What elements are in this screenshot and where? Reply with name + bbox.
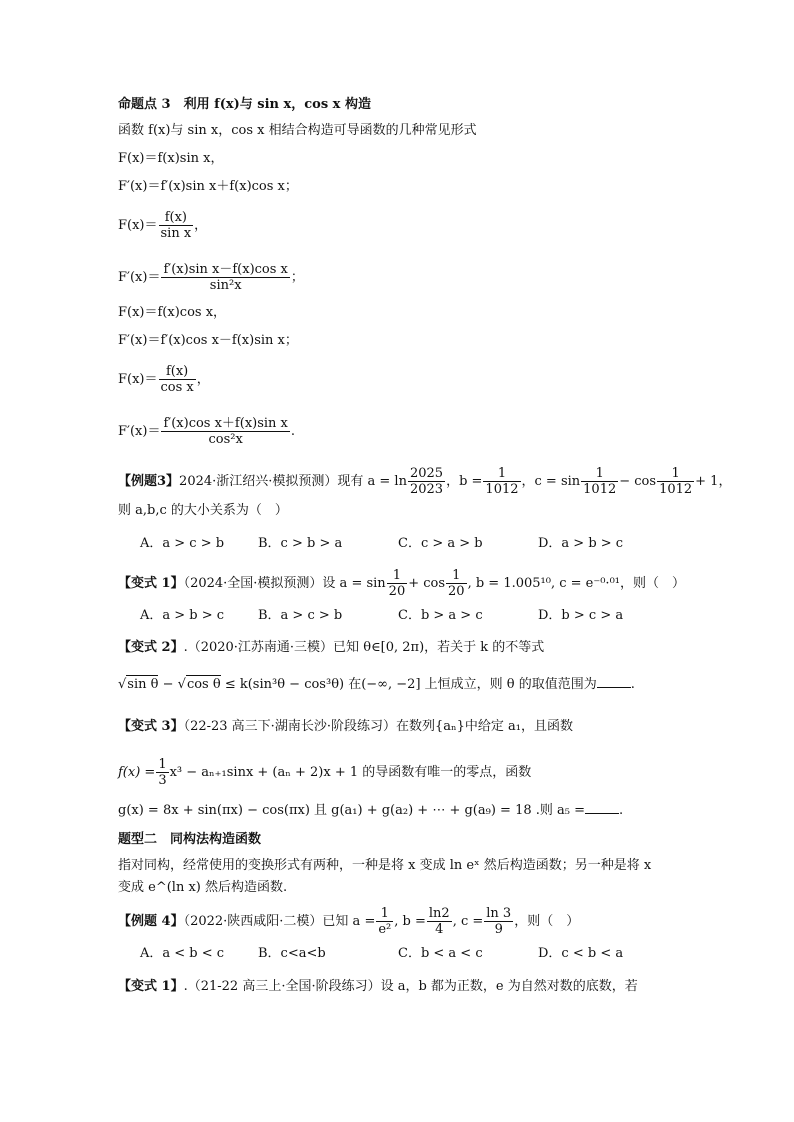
ex3-option-d[interactable]: D．a > b > c bbox=[538, 536, 624, 551]
formula-F3: F(x)＝f(x)cos x， bbox=[118, 305, 227, 320]
v1-option-b[interactable]: B．a > c > b bbox=[258, 608, 343, 623]
ex4-option-c[interactable]: C．b < a < c bbox=[398, 946, 483, 961]
formula-F4: F(x)＝ $\frac{f(x)}{\text{cos x}}$ ， bbox=[118, 364, 210, 395]
v1-option-d[interactable]: D．b > c > a bbox=[538, 608, 624, 623]
section-2-para-1: 指对同构，经常使用的变换形式有两种，一种是将 x 变成 ln eˣ 然后构造函数；另一种是将 x bbox=[118, 858, 652, 873]
variant-3-function-g: g(x) = 8x + sin(πx) − cos(πx) 且 g(a₁) + g(a₂) + ⋯ + g(a₉) = 18 .则 a₅ = . bbox=[118, 803, 624, 818]
ex3-option-c[interactable]: C．c > a > b bbox=[398, 536, 483, 551]
formula-dF4: F′(x)＝ $\frac{\text{f′(x)cos x＋f(x)sin x}}{\text{cos²x}}$ . bbox=[118, 416, 296, 447]
example-3-question: 则 a,b,c 的大小关系为（ ） bbox=[118, 503, 288, 518]
section-2-para-2: 变成 e^(ln x) 然后构造函数. bbox=[118, 880, 288, 895]
answer-blank[interactable] bbox=[597, 675, 631, 688]
ex4-option-a[interactable]: A．a < b < c bbox=[140, 946, 225, 961]
formula-dF3: F′(x)＝f′(x)cos x－f(x)sin x； bbox=[118, 333, 298, 348]
variant-2: 【变式 2】.（2020·江苏南通·三模）已知 θ∈[0, 2π)，若关于 k 的不等式 bbox=[118, 640, 545, 655]
ex4-option-d[interactable]: D．c < b < a bbox=[538, 946, 624, 961]
formula-F2: F(x)＝ $\frac{f(x)}{\text{sin x}}$ ， bbox=[118, 210, 208, 241]
example-3: 【例题3】2024·浙江绍兴·模拟预测）现有 a = ln $\frac{2025}{2023}$ ，b = $\frac{1}{1012}$ ，c = sin $\frac{1}{1012}$ − cos $\frac{1}{1012}$ + 1， bbox=[118, 466, 732, 497]
section-2-title: 题型二 同构法构造函数 bbox=[118, 832, 262, 847]
variant-1-section-2: 【变式 1】.（21-22 高三上·全国·阶段练习）设 a，b 都为正数，e 为自然对数的底数，若 bbox=[118, 979, 638, 994]
example-4: 【例题 4】（2022·陕西咸阳·二模）已知 a = $\frac{1}{\text{e²}}$ , b = $\frac{\ln 2}{4}$ , c = $\frac{\ln 3}{9}$ ，则（ ） bbox=[118, 906, 580, 937]
ex3-option-b[interactable]: B．c > b > a bbox=[258, 536, 343, 551]
ex4-option-b[interactable]: B．c<a<b bbox=[258, 946, 326, 961]
answer-blank[interactable] bbox=[585, 801, 619, 814]
formula-F1: F(x)＝f(x)sin x， bbox=[118, 151, 224, 166]
variant-3: 【变式 3】（22-23 高三下·湖南长沙·阶段练习）在数列{aₙ}中给定 a₁，且函数 bbox=[118, 719, 573, 734]
intro-text: 函数 f(x)与 sin x，cos x 相结合构造可导函数的几种常见形式 bbox=[118, 123, 477, 138]
formula-dF1: F′(x)＝f′(x)sin x＋f(x)cos x； bbox=[118, 179, 298, 194]
v1-option-a[interactable]: A．a > b > c bbox=[140, 608, 225, 623]
variant-3-function-f: f(x) = $\frac{1}{3}$ x³ − aₙ₊₁sinx + (aₙ + 2)x + 1 的导函数有唯一的零点，函数 bbox=[118, 757, 532, 788]
variant-2-inequality: √sin θ − √cos θ ≤ k(sin³θ − cos³θ) 在(−∞, −2] 上恒成立，则 θ 的取值范围为 . bbox=[118, 677, 635, 692]
ex3-option-a[interactable]: A．a > c > b bbox=[140, 536, 225, 551]
section-title: 命题点 3 利用 f(x)与 sin x，cos x 构造 bbox=[118, 97, 371, 112]
variant-1: 【变式 1】（2024·全国·模拟预测）设 a = sin $\frac{1}{20}$ + cos $\frac{1}{20}$ , b = 1.005¹⁰, c = e⁻⁰·⁰¹，则（ ） bbox=[118, 568, 685, 599]
v1-option-c[interactable]: C．b > a > c bbox=[398, 608, 483, 623]
formula-dF2: F′(x)＝ $\frac{\text{f′(x)sin x－f(x)cos x}}{\text{sin²x}}$ ； bbox=[118, 262, 304, 293]
